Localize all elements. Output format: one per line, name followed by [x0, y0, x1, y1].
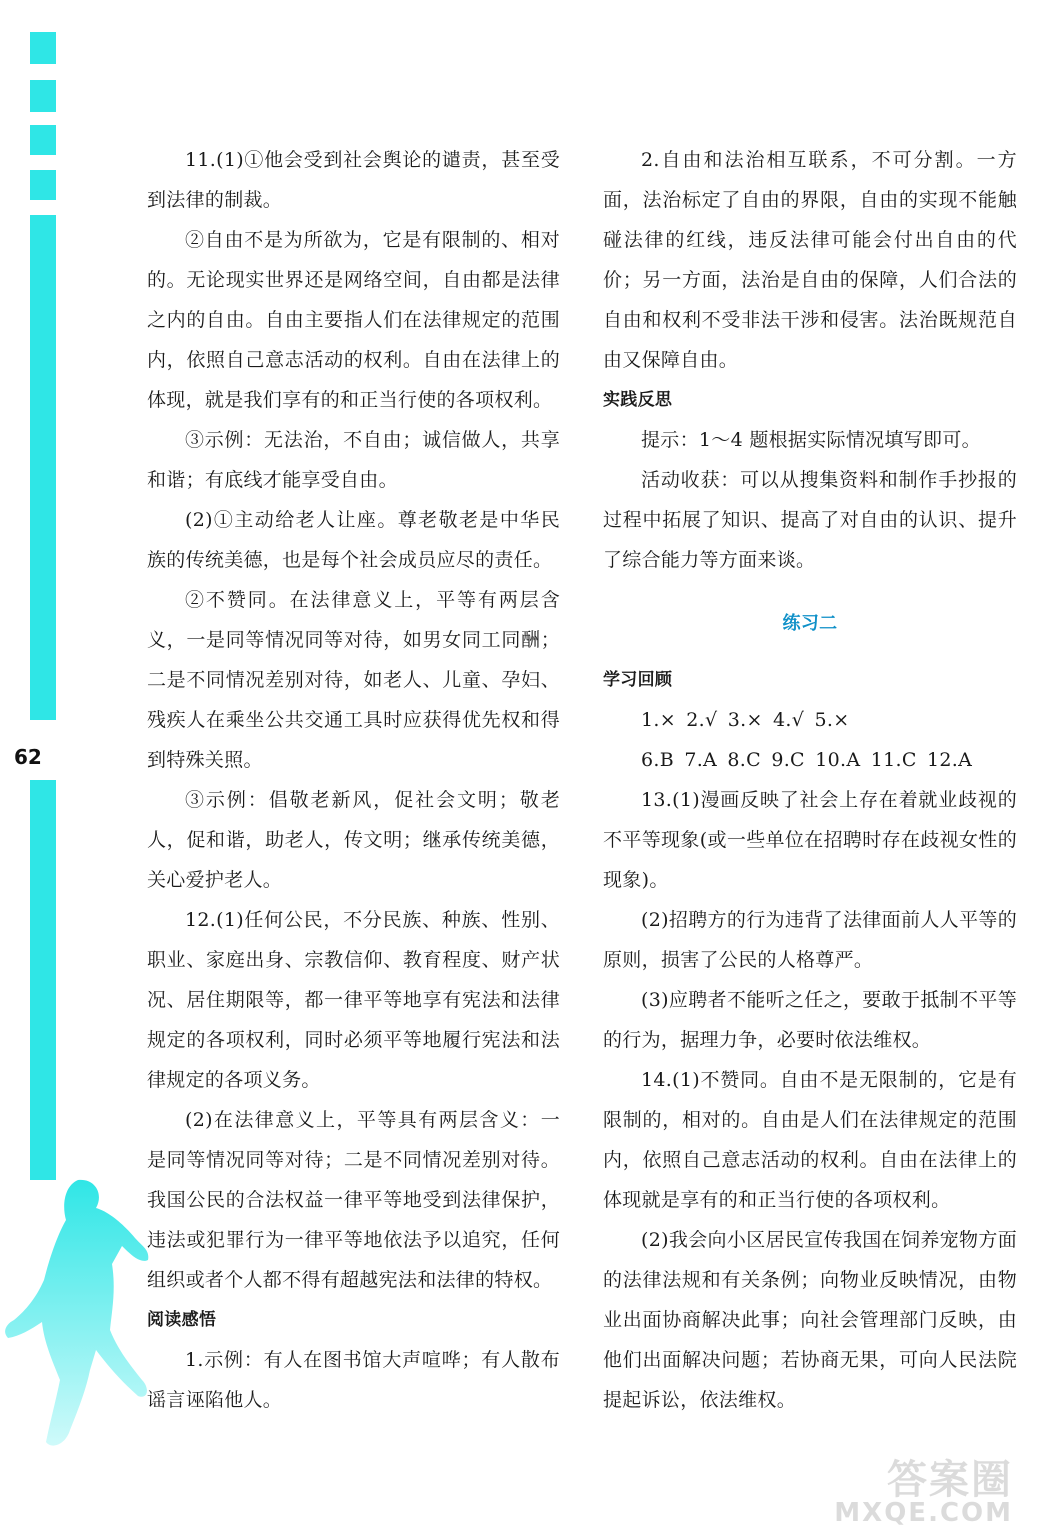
- answer-paragraph: 2.自由和法治相互联系，不可分割。一方面，法治标定了自由的界限，自由的实现不能触碰法律的红线，违反法律可能会付出自由的代价；另一方面，法治是自由的保障，人们合法的自由和权利不受非法干涉和侵害。法治既规范自由又保障自由。: [603, 149, 1017, 371]
- left-column: [147, 140, 560, 1420]
- answer-paragraph: (2)①主动给老人让座。尊老敬老是中华民族的传统美德，也是每个社会成员应尽的责任。: [147, 509, 560, 571]
- answer-paragraph: 13.(1)漫画反映了社会上存在着就业歧视的不平等现象(或一些单位在招聘时存在歧视女性的现象)。: [603, 789, 1017, 891]
- sidebar-block: [30, 125, 56, 155]
- decorative-sidebar: [0, 0, 110, 1536]
- section-heading-practice: 实践反思: [603, 390, 673, 410]
- answer-paragraph: (2)招聘方的行为违背了法律面前人人平等的原则，损害了公民的人格尊严。: [603, 909, 1017, 971]
- answer-paragraph: (2)在法律意义上，平等具有两层含义：一是同等情况同等对待；二是不同情况差别对待。我国公民的合法权益一律平等地受到法律保护，违法或犯罪行为一律平等地依法予以追究，任何组织或者个人都不得有超越宪法和法律的特权。: [147, 1109, 560, 1291]
- answer-paragraph: ③示例：倡敬老新风，促社会文明；敬老人，促和谐，助老人，传文明；继承传统美德，关心爱护老人。: [147, 789, 560, 891]
- answer-paragraph: 活动收获：可以从搜集资料和制作手抄报的过程中拓展了知识、提高了对自由的认识、提升了综合能力等方面来谈。: [603, 469, 1017, 571]
- answer-paragraph: 12.(1)任何公民，不分民族、种族、性别、职业、家庭出身、宗教信仰、教育程度、财产状况、居住期限等，都一律平等地享有宪法和法律规定的各项权利，同时必须平等地履行宪法和法律规定的各项义务。: [147, 909, 560, 1091]
- answer-paragraph: (2)我会向小区居民宣传我国在饲养宠物方面的法律法规和有关条例；向物业反映情况，由物业出面协商解决此事；向社会管理部门反映，由他们出面解决问题；若协商无果，可向人民法院提起诉讼，依法维权。: [603, 1229, 1017, 1411]
- answer-paragraph: 1.示例：有人在图书馆大声喧哗；有人散布谣言诬陷他人。: [147, 1349, 560, 1411]
- answer-paragraph: ②不赞同。在法律意义上，平等有两层含义，一是同等情况同等对待，如男女同工同酬；二是不同情况差别对待，如老人、儿童、孕妇、残疾人在乘坐公共交通工具时应获得优先权和得到特殊关照。: [147, 589, 560, 771]
- answer-paragraph: (3)应聘者不能听之任之，要敢于抵制不平等的行为，据理力争，必要时依法维权。: [603, 989, 1017, 1051]
- watermark-logo: [813, 1448, 1023, 1528]
- sidebar-bar-lower: [30, 780, 56, 1180]
- answer-key-line: 6.B 7.A 8.C 9.C 10.A 11.C 12.A: [641, 749, 973, 771]
- answer-paragraph: 14.(1)不赞同。自由不是无限制的，它是有限制的，相对的。自由是人们在法律规定的范围内，依照自己意志活动的权利。自由在法律上的体现就是享有的和正当行使的各项权利。: [603, 1069, 1017, 1211]
- answer-paragraph: 提示：1～4 题根据实际情况填写即可。: [641, 429, 981, 451]
- exercise-title: 练习二: [782, 613, 838, 634]
- section-heading-review: 学习回顾: [603, 670, 673, 690]
- sidebar-bar-upper: [30, 215, 56, 720]
- runner-silhouette-icon: [0, 1160, 160, 1460]
- sidebar-block: [30, 32, 56, 64]
- right-column: [603, 140, 1017, 1420]
- watermark-text-top: 答案圈: [887, 1457, 1013, 1503]
- sidebar-block: [30, 170, 56, 200]
- answer-paragraph: ②自由不是为所欲为，它是有限制的、相对的。无论现实世界还是网络空间，自由都是法律之内的自由。自由主要指人们在法律规定的范围内，依照自己意志活动的权利。自由在法律上的体现，就是我们享有的和正当行使的各项权利。: [147, 229, 560, 411]
- sidebar-block: [30, 80, 56, 112]
- answer-paragraph: ③示例：无法治，不自由；诚信做人，共享和谐；有底线才能享受自由。: [147, 429, 560, 491]
- page-number: 62: [14, 745, 42, 769]
- answer-key-line: 1.× 2.√ 3.× 4.√ 5.×: [641, 709, 850, 731]
- answer-paragraph: 11.(1)①他会受到社会舆论的谴责，甚至受到法律的制裁。: [147, 149, 560, 211]
- watermark-text-bottom: MXQE.COM: [834, 1498, 1013, 1528]
- section-heading-reading: 阅读感悟: [147, 1310, 217, 1330]
